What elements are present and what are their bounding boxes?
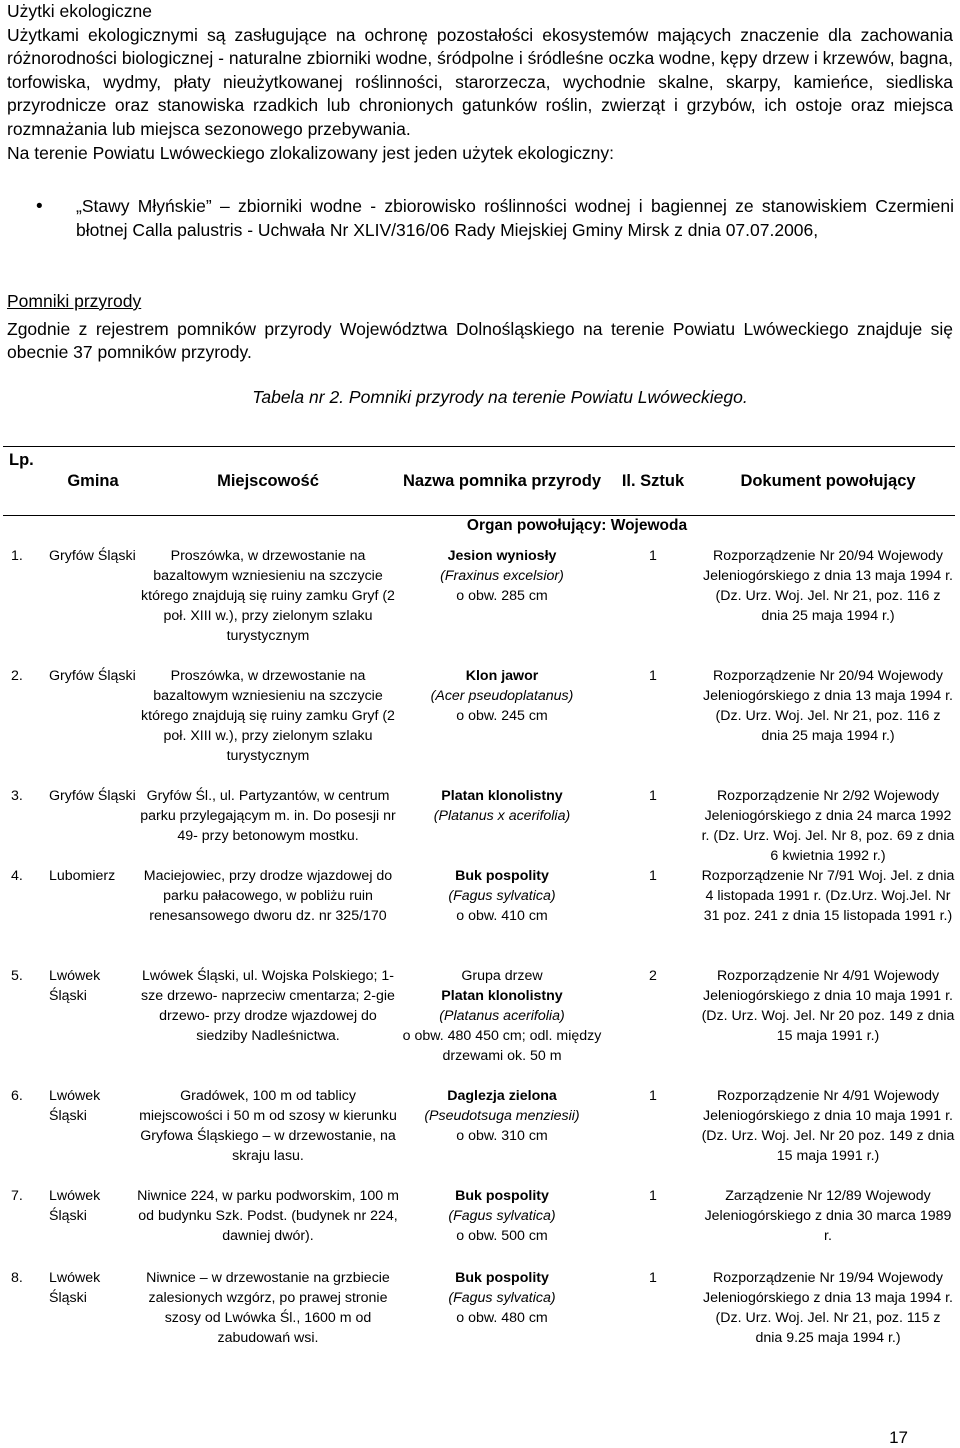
cell-miejscowosc: Proszówka, w drzewostanie na bazaltowym wzniesieniu na szczycie którego znajdują się ruiny zamku Gryf (2 poł. XIII w.), przy zielonym szlaku turystycznym [141, 668, 395, 764]
ecological-uses-section [7, 0, 953, 165]
nazwa-circumference: o obw. 410 cm [456, 908, 548, 924]
cell-gmina: Lwówek Śląski [49, 1188, 101, 1224]
table-row [3, 1186, 955, 1268]
ecological-bullet-item [36, 195, 954, 243]
cell-lp: 8. [11, 1270, 23, 1286]
cell-lp: 1. [11, 548, 23, 564]
cell-dokument: Rozporządzenie Nr 7/91 Woj. Jel. z dnia 4 listopada 1991 r. (Dz.Urz. Woj.Jel. Nr 31 poz. 241 z dnia 15 listopada 1991 r.) [701, 868, 955, 924]
cell-ilosc: 1 [649, 868, 657, 884]
header-nazwa: Nazwa pomnika przyrody [399, 447, 605, 516]
bullet-icon: • [36, 196, 43, 217]
cell-dokument: Rozporządzenie Nr 4/91 Wojewody Jeleniogórskiego z dnia 10 maja 1991 r. (Dz. Urz. Woj. Jel. Nr 20 poz. 149 z dnia 15 maja 1991 r.) [701, 968, 955, 1044]
nazwa-circumference: o obw. 245 cm [456, 708, 548, 724]
nazwa-species: Buk pospolity [455, 868, 549, 884]
cell-lp: 3. [11, 788, 23, 804]
cell-gmina: Lubomierz [49, 868, 116, 884]
cell-gmina: Gryfów Śląski [49, 548, 136, 564]
cell-dokument: Rozporządzenie Nr 2/92 Wojewody Jeleniogórskiego z dnia 24 marca 1992 r. (Dz. Urz. Woj. Jel. Nr 8, poz. 69 z dnia 6 kwietnia 1992 r.) [701, 788, 955, 864]
nazwa-latin: (Fraxinus excelsior) [440, 568, 564, 584]
cell-gmina: Lwówek Śląski [49, 1270, 101, 1306]
nazwa-species: Buk pospolity [455, 1188, 549, 1204]
cell-gmina: Lwówek Śląski [49, 1088, 101, 1124]
table-row [3, 666, 955, 786]
cell-ilosc: 1 [649, 668, 657, 684]
cell-miejscowosc: Niwnice – w drzewostanie na grzbiecie zalesionych wzgórz, po prawej stronie szosy od Lwówka Śl., 1600 m od zabudowań wsi. [146, 1270, 390, 1346]
nazwa-species: Platan klonolistny [441, 988, 563, 1004]
cell-dokument: Rozporządzenie Nr 4/91 Wojewody Jeleniogórskiego z dnia 10 maja 1991 r. (Dz. Urz. Woj. Jel. Nr 20 poz. 149 z dnia 15 maja 1991 r.) [701, 1088, 955, 1164]
nazwa-species: Jesion wyniosły [447, 548, 557, 564]
cell-nazwa [399, 866, 605, 966]
table-row [3, 866, 955, 966]
page-number: 17 [889, 1428, 908, 1447]
header-dokument: Dokument powołujący [701, 447, 955, 516]
cell-miejscowosc: Gradówek, 100 m od tablicy miejscowości i 50 m od szosy w kierunku Gryfowa Śląskiego – w drzewostanie, na skraju lasu. [139, 1088, 397, 1164]
cell-nazwa [399, 546, 605, 666]
cell-ilosc: 1 [649, 788, 657, 804]
cell-nazwa [399, 786, 605, 866]
cell-miejscowosc: Maciejowiec, przy drodze wjazdowej do parku pałacowego, w pobliżu ruin renesansowego dworu dz. nr 325/170 [143, 868, 393, 924]
cell-miejscowosc: Gryfów Śl., ul. Partyzantów, w centrum parku przylegającym m. in. Do posesji nr 49- przy betonowym mostku. [140, 788, 396, 844]
nazwa-circumference: o obw. 285 cm [456, 588, 548, 604]
cell-nazwa [399, 666, 605, 786]
cell-gmina: Gryfów Śląski [49, 788, 136, 804]
cell-gmina: Lwówek Śląski [49, 968, 101, 1004]
ecological-lead-paragraph: Na terenie Powiatu Lwóweckiego zlokalizowany jest jeden użytek ekologiczny: [7, 142, 614, 163]
cell-lp: 7. [11, 1188, 23, 1204]
monuments-table [3, 446, 955, 1378]
table-caption-text: Tabela nr 2. Pomniki przyrody na terenie Powiatu Lwóweckiego. [252, 387, 748, 407]
monuments-paragraph: Zgodnie z rejestrem pomników przyrody Województwa Dolnośląskiego na terenie Powiatu Lwóweckiego znajduje się obecnie 37 pomników przyrody. [7, 318, 953, 363]
cell-gmina: Gryfów Śląski [49, 668, 136, 684]
nazwa-circumference: o obw. 310 cm [456, 1128, 548, 1144]
nazwa-latin: (Fagus sylvatica) [448, 888, 556, 904]
nazwa-species: Klon jawor [465, 668, 539, 684]
table-row [3, 1268, 955, 1378]
cell-nazwa [399, 1086, 605, 1186]
nazwa-latin: (Pseudotsuga menziesii) [424, 1108, 580, 1124]
nazwa-species: Daglezja zielona [447, 1088, 557, 1104]
table-header [3, 447, 955, 516]
cell-ilosc: 1 [649, 1188, 657, 1204]
organ-label: Organ powołujący: Wojewoda [466, 517, 688, 534]
cell-lp: 2. [11, 668, 23, 684]
cell-nazwa [399, 966, 605, 1086]
nazwa-latin: (Platanus acerifolia) [439, 1008, 565, 1024]
section-heading-ecological: Użytki ekologiczne [7, 1, 152, 21]
cell-lp: 5. [11, 968, 23, 984]
cell-dokument: Rozporządzenie Nr 20/94 Wojewody Jeleniogórskiego z dnia 13 maja 1994 r. (Dz. Urz. Woj. Jel. Nr 21, poz. 116 z dnia 25 maja 1994 r.) [702, 668, 954, 744]
nazwa-latin: (Acer pseudoplatanus) [430, 688, 574, 704]
table-caption [0, 385, 960, 409]
nazwa-species: Buk pospolity [455, 1270, 549, 1286]
cell-miejscowosc: Proszówka, w drzewostanie na bazaltowym wzniesieniu na szczycie którego znajdują się ruiny zamku Gryf (2 poł. XIII w.), przy zielonym szlaku turystycznym [141, 548, 395, 644]
cell-dokument: Rozporządzenie Nr 20/94 Wojewody Jeleniogórskiego z dnia 13 maja 1994 r. (Dz. Urz. Woj. Jel. Nr 21, poz. 116 z dnia 25 maja 1994 r.) [702, 548, 954, 624]
nazwa-circumference: o obw. 480 450 cm; odl. między drzewami ok. 50 m [402, 1028, 602, 1064]
cell-dokument: Zarządzenie Nr 12/89 Wojewody Jeleniogórskiego z dnia 30 marca 1989 r. [704, 1188, 952, 1244]
nazwa-circumference: o obw. 500 cm [456, 1228, 548, 1244]
nazwa-prefix: Grupa drzew [461, 968, 543, 984]
cell-ilosc: 1 [649, 1270, 657, 1286]
table-row [3, 966, 955, 1086]
table-row [3, 786, 955, 866]
nazwa-latin: (Fagus sylvatica) [448, 1208, 556, 1224]
header-miejscowosc: Miejscowość [137, 447, 399, 516]
cell-lp: 4. [11, 868, 23, 884]
bullet-text: „Stawy Młyńskie” – zbiorniki wodne - zbiorowisko roślinności wodnej i bagiennej ze stanowiskiem Czermieni błotnej Calla palustris - Uchwała Nr XLIV/316/06 Rady Miejskiej Gminy Mirsk z dnia 07.07.2006, [76, 196, 954, 240]
header-gmina: Gmina [49, 447, 137, 516]
table-body [3, 516, 955, 1379]
cell-dokument: Rozporządzenie Nr 19/94 Wojewody Jeleniogórskiego z dnia 13 maja 1994 r. (Dz. Urz. Woj. Jel. Nr 21, poz. 115 z dnia 9.25 maja 1994 r.) [702, 1270, 954, 1346]
cell-miejscowosc: Niwnice 224, w parku podworskim, 100 m od budynku Szk. Podst. (budynek nr 224, dawniej dwór). [137, 1188, 399, 1244]
nazwa-latin: (Fagus sylvatica) [448, 1290, 556, 1306]
cell-ilosc: 1 [649, 548, 657, 564]
header-ilosc: Il. Sztuk [605, 447, 701, 516]
cell-ilosc: 1 [649, 1088, 657, 1104]
header-lp: Lp. [3, 447, 49, 516]
nazwa-species: Platan klonolistny [441, 788, 563, 804]
cell-nazwa [399, 1268, 605, 1378]
nazwa-latin: (Platanus x acerifolia) [433, 808, 571, 824]
ecological-definition-paragraph: Użytkami ekologicznymi są zasługujące na ochronę pozostałości ekosystemów mających znaczenie dla zachowania różnorodności biologicznej - naturalne zbiorniki wodne, śródpolne i śródleśne oczka wodne, kępy drzew i krzewów, bagna, torfowiska, wydmy, płaty nieużytkowanej roślinności, starorzecza, wychodnie skalne, skarpy, kamieńce, siedliska przyrodnicze oraz stanowiska rzadkich lub chronionych gatunków roślin, zwierząt i grzybów, ich ostoje oraz miejsca rozmnażania lub miejsca sezonowego przebywania. [7, 24, 953, 139]
table-row [3, 1086, 955, 1186]
nazwa-circumference: o obw. 480 cm [456, 1310, 548, 1326]
cell-miejscowosc: Lwówek Śląski, ul. Wojska Polskiego; 1-sze drzewo- naprzeciw cmentarza; 2-gie drzewo- przy drodze wjazdowej do siedziby Nadleśnictwa. [141, 968, 395, 1044]
table-row [3, 546, 955, 666]
cell-ilosc: 2 [649, 968, 657, 984]
monuments-section [7, 290, 953, 365]
organ-row [3, 516, 955, 547]
cell-lp: 6. [11, 1088, 23, 1104]
cell-nazwa [399, 1186, 605, 1268]
section-heading-monuments: Pomniki przyrody [7, 291, 142, 311]
